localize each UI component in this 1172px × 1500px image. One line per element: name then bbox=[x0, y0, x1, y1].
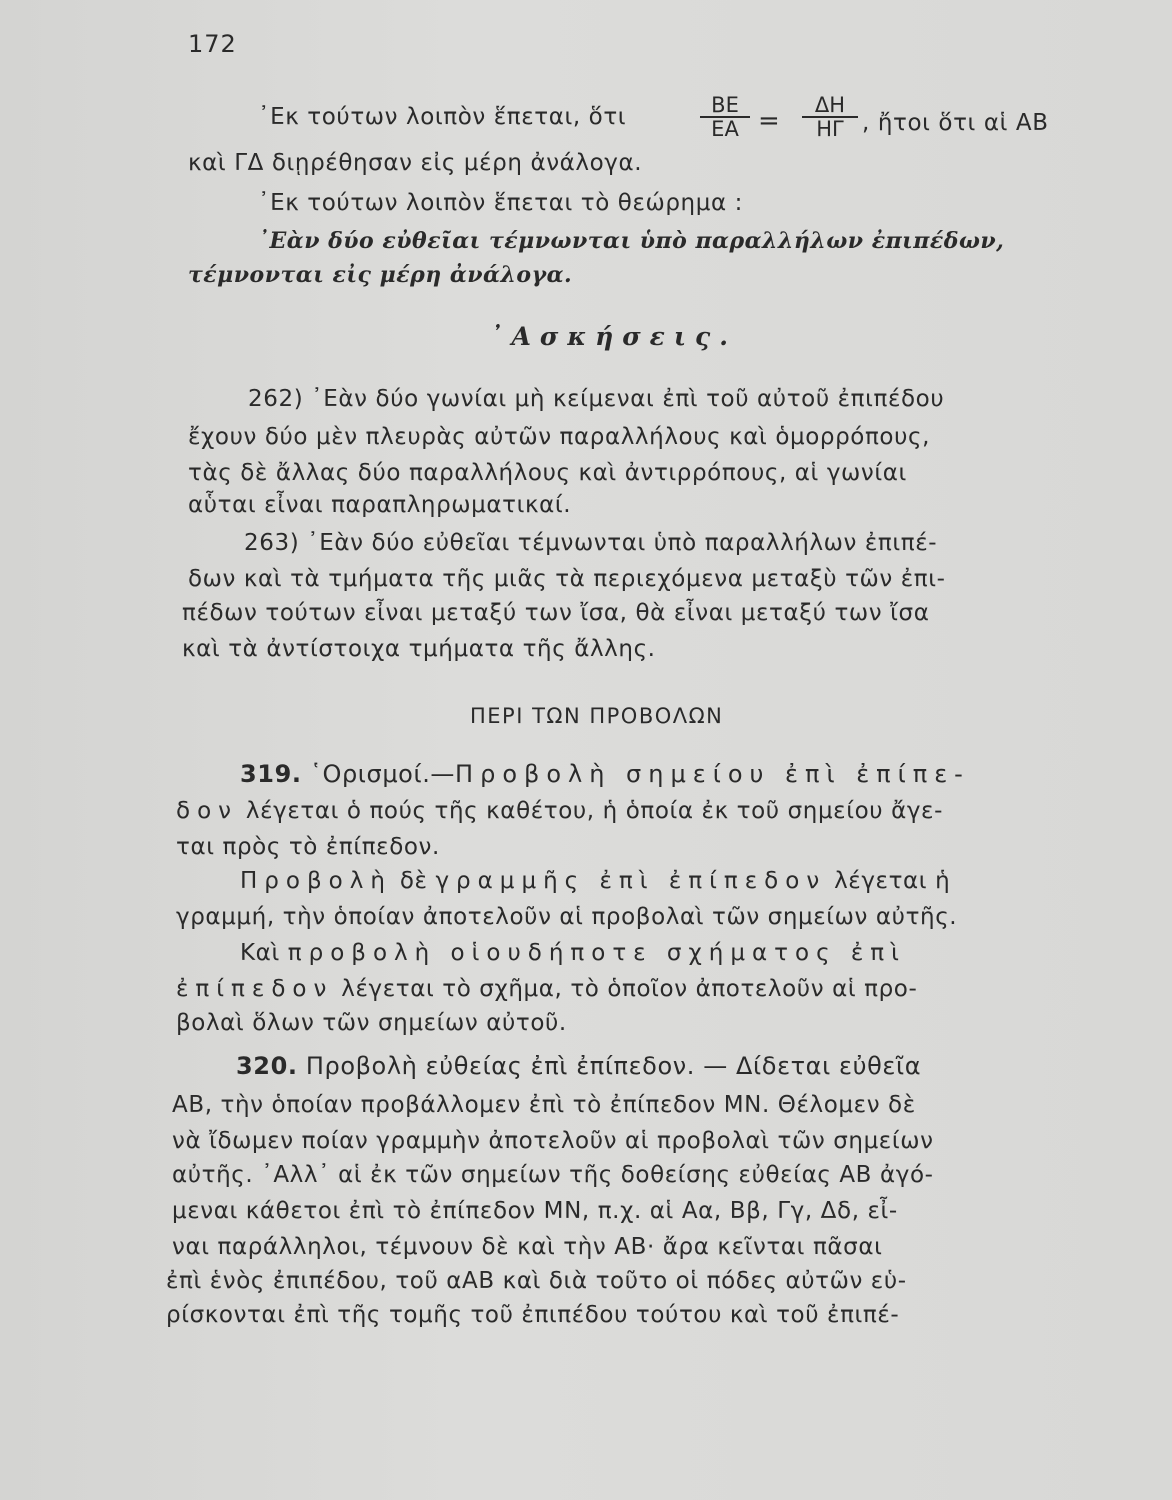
s319-line-4 bbox=[240, 868, 950, 894]
intro-line-2: καὶ ΓΔ διῃρέθησαν εἰς μέρη ἀνάλογα. bbox=[188, 150, 643, 176]
s320-text: — Δίδεται εὐθεῖα bbox=[694, 1052, 922, 1080]
exercise-line: ἔχουν δύο μὲν πλευρὰς αὐτῶν παραλλήλους καὶ ὁμορρόπους, bbox=[188, 424, 931, 450]
exercise-line: 263) ᾿Εὰν δύο εὐθεῖαι τέμνωνται ὑπὸ παραλλήλων ἐπιπέ- bbox=[244, 530, 938, 556]
s320-line: ρίσκονται ἐπὶ τῆς τομῆς τοῦ ἐπιπέδου τούτου καὶ τοῦ ἐπιπέ- bbox=[166, 1302, 900, 1328]
s319-line-2 bbox=[176, 798, 943, 824]
s319-number: 319. bbox=[240, 760, 302, 788]
s319-line-3: ται πρὸς τὸ ἐπίπεδον. bbox=[176, 834, 440, 860]
s319-term: ἐπίπεδον bbox=[176, 976, 334, 1002]
exercise-line: αὗται εἶναι παραπληρωματικαί. bbox=[188, 492, 572, 518]
s319-text: λέγεται ἡ bbox=[826, 868, 951, 894]
s320-line: ΑΒ, τὴν ὁποίαν προβάλλομεν ἐπὶ τὸ ἐπίπεδον ΜΝ. Θέλομεν δὲ bbox=[172, 1092, 916, 1118]
s319-line-6 bbox=[240, 940, 906, 966]
s320-line: νὰ ἴδωμεν ποίαν γραμμὴν ἀποτελοῦν αἱ προβολαὶ τῶν σημείων bbox=[172, 1128, 934, 1154]
s320-title: Προβολὴ εὐθείας ἐπὶ ἐπίπεδον. bbox=[305, 1052, 695, 1080]
exercise-line: πέδων τούτων εἶναι μεταξύ των ἴσα, θὰ εἶναι μεταξύ των ἴσα bbox=[182, 600, 930, 626]
s320-line: ἐπὶ ἑνὸς ἐπιπέδου, τοῦ αΑΒ καὶ διὰ τοῦτο οἱ πόδες αὐτῶν εὑ- bbox=[166, 1268, 907, 1294]
s319-label: ῾Ορισμοί.— bbox=[309, 760, 456, 788]
s319-term: προβολὴ οἱουδήποτε σχήματος ἐπὶ bbox=[287, 940, 906, 966]
fraction-denominator: ΕΑ bbox=[700, 116, 750, 140]
s320-line-1 bbox=[236, 1052, 921, 1080]
s319-text: λέγεται τὸ σχῆμα, τὸ ὁποῖον ἀποτελοῦν αἱ προ- bbox=[333, 976, 918, 1002]
exercises-heading: ᾿Ασκήσεις. bbox=[490, 322, 737, 351]
s320-line: ναι παράλληλοι, τέμνουν δὲ καὶ τὴν ΑΒ· ἄρα κεῖνται πᾶσαι bbox=[172, 1234, 883, 1260]
s319-term: Προβολὴ σημείου ἐπὶ ἐπίπε- bbox=[455, 760, 970, 788]
s319-line-8: βολαὶ ὅλων τῶν σημείων αὐτοῦ. bbox=[176, 1010, 567, 1036]
intro-line-1a: ᾿Εκ τούτων λοιπὸν ἕπεται, ὅτι bbox=[258, 104, 627, 130]
fraction-dh-hg bbox=[802, 94, 858, 140]
fraction-numerator: ΒΕ bbox=[711, 93, 739, 117]
equals-sign: = bbox=[758, 106, 781, 136]
exercise-line: τὰς δὲ ἄλλας δύο παραλλήλους καὶ ἀντιρρόπους, αἱ γωνίαι bbox=[188, 460, 907, 486]
s319-line-5: γραμμή, τὴν ὁποίαν ἀποτελοῦν αἱ προβολαὶ τῶν σημείων αὐτῆς. bbox=[176, 904, 958, 930]
page-number: 172 bbox=[188, 30, 237, 58]
fraction-denominator: ΗΓ bbox=[802, 116, 858, 140]
fraction-be-ea bbox=[700, 94, 750, 140]
theorem-line-1: ᾿Εὰν δύο εὐθεῖαι τέμνωνται ὑπὸ παραλλήλων ἐπιπέδων, bbox=[258, 228, 1005, 254]
fraction-numerator: ΔΗ bbox=[814, 93, 846, 117]
s319-term: Προβολὴ bbox=[240, 868, 392, 894]
theorem-line-2: τέμνονται εἰς μέρη ἀνάλογα. bbox=[188, 262, 573, 288]
s320-line: αὐτῆς. ᾿Αλλ᾿ αἱ ἐκ τῶν σημείων τῆς δοθείσης εὐθείας ΑΒ ἀγό- bbox=[172, 1162, 934, 1188]
s319-term-cont: δον bbox=[176, 798, 238, 824]
exercise-line: 262) ᾿Εὰν δύο γωνίαι μὴ κείμεναι ἐπὶ τοῦ αὐτοῦ ἐπιπέδου bbox=[248, 386, 945, 412]
s319-line-1 bbox=[240, 760, 970, 788]
intro-line-1b: , ἤτοι ὅτι αἱ ΑΒ bbox=[862, 110, 1049, 136]
s320-line: μεναι κάθετοι ἐπὶ τὸ ἐπίπεδον ΜΝ, π.χ. αἱ Αα, Ββ, Γγ, Δδ, εἶ- bbox=[172, 1198, 898, 1224]
s319-text: Καὶ bbox=[240, 940, 288, 966]
s319-line-7 bbox=[176, 976, 917, 1002]
s319-term: γραμμῆς ἐπὶ ἐπίπεδον bbox=[435, 868, 827, 894]
intro-line-3: ᾿Εκ τούτων λοιπὸν ἕπεται τὸ θεώρημα : bbox=[258, 190, 743, 216]
exercise-line: δων καὶ τὰ τμήματα τῆς μιᾶς τὰ περιεχόμενα μεταξὺ τῶν ἐπι- bbox=[188, 566, 946, 592]
s319-text: λέγεται ὁ πούς τῆς καθέτου, ἡ ὁποία ἐκ τοῦ σημείου ἄγε- bbox=[238, 798, 943, 824]
exercise-line: καὶ τὰ ἀντίστοιχα τμήματα τῆς ἄλλης. bbox=[182, 636, 656, 662]
s320-number: 320. bbox=[236, 1052, 298, 1080]
section-title: ΠΕΡΙ ΤΩΝ ΠΡΟΒΟΛΩΝ bbox=[470, 704, 724, 728]
s319-text: δὲ bbox=[391, 868, 436, 894]
